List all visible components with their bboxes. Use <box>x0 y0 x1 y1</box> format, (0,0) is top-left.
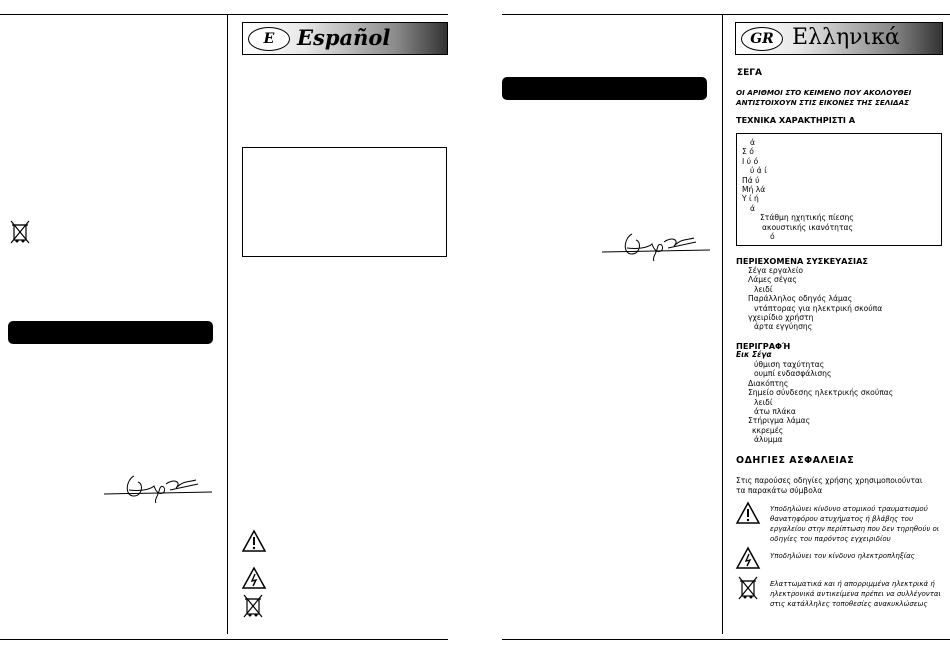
contents-item: Σέγα εργαλείο <box>748 266 804 275</box>
description-item: άτω πλάκα <box>754 406 796 416</box>
top-rule-right <box>502 14 950 15</box>
language-header-es <box>242 22 448 55</box>
contents-heading: ΠΕΡΙΕΧΟΜΕΝΑ ΣΥΣΚΕΥΑΣΙΑΣ <box>736 256 869 266</box>
warning-text: Υποδηλώνει κίνδυνο ατομικού τραυματισμού <box>770 505 928 513</box>
language-badge: GR <box>741 27 783 51</box>
language-title: Español <box>297 25 391 50</box>
signature <box>104 470 214 504</box>
weee-text: ηλεκτρονικά αντικείμενα πρέπει να συλλέγονται <box>770 590 941 598</box>
spec-row: ακουστικής ικανότητας <box>762 222 853 232</box>
safety-heading: ΟΔΗΓΙΕΣ ΑΣΦΑΛΕΙΑΣ <box>736 455 855 466</box>
description-subheading: Εικ Σέγα <box>736 350 772 359</box>
spec-row: ό <box>770 231 775 241</box>
spec-row: Υ ί ή <box>742 194 759 204</box>
section-bar <box>8 321 213 344</box>
specs-heading: ΤΕΧΝΙΚΑ ΧΑΡΑΚΤΗΡΙΣΤΙ Α <box>736 115 856 125</box>
figure-note: ΟΙ ΑΡΙΘΜΟΙ ΣΤΟ ΚΕΙΜΕΝΟ ΠΟΥ ΑΚΟΛΟΥΘΕΙ <box>736 88 912 97</box>
column-divider-left-page <box>227 14 228 634</box>
warning-text: εργαλείου στην περίπτωση που δεν τηρηθούν οι <box>770 525 940 533</box>
spec-row: Σ ό <box>742 147 754 157</box>
electric-shock-icon <box>736 547 760 569</box>
specs-table <box>736 133 942 246</box>
spec-row: Μή λά <box>742 184 766 194</box>
spec-row: ύ ά ί <box>750 166 767 176</box>
weee-bin-icon <box>10 220 30 244</box>
weee-bin-icon <box>738 576 758 600</box>
description-item: Στήριγμα λάμας <box>748 416 811 426</box>
language-title: Ελληνικά <box>792 25 900 50</box>
safety-intro: Στις παρούσες οδηγίες χρήσης χρησιμοποιούνται <box>736 476 923 485</box>
specs-box-es <box>242 147 447 257</box>
weee-text: στις κατάλληλες τοποθεσίες ανακυκλώσεως <box>770 600 928 608</box>
spec-row: Στάθμη ηχητικής πίεσης <box>760 213 854 223</box>
contents-item: λειδί <box>754 284 773 294</box>
bottom-rule-right <box>502 639 950 640</box>
spec-row: ά <box>750 203 756 213</box>
description-item: άλυμμα <box>754 435 783 445</box>
bottom-rule-left <box>0 639 448 640</box>
warning-text: οδηγίες του παρόντος εγχειριδίου <box>770 535 891 543</box>
description-item: Διακόπτης <box>748 378 789 388</box>
contents-item: άρτα εγγύησης <box>754 322 813 332</box>
contents-item: γχειρίδιο χρήστη <box>748 312 814 322</box>
description-item: κκρεμές <box>752 425 784 435</box>
language-badge: E <box>248 27 290 51</box>
warning-text: θανατηφόρου ατυχήματος ή βλάβης του <box>770 515 914 523</box>
language-header-gr <box>735 22 943 55</box>
product-title: ΣΕΓΑ <box>737 68 762 78</box>
contents-item: Παράλληλος οδηγός λάμας <box>748 294 853 304</box>
contents-item: ντάπτορας για ηλεκτρική σκούπα <box>754 303 883 313</box>
description-item: ύθμιση ταχύτητας <box>754 360 825 369</box>
warning-icon <box>736 502 760 524</box>
spec-row: ά <box>750 138 756 147</box>
spec-row: Πά ύ <box>742 175 760 185</box>
warning-icon <box>242 530 266 552</box>
weee-text: Ελαττωματικά και ή απορριμμένα ηλεκτρικά ή <box>770 580 935 588</box>
description-item: ουμπί ενδασφάλισης <box>754 369 832 379</box>
figure-note: ΑΝΤΙΣΤΟΙΧΟΥΝ ΣΤΙΣ ΕΙΚΟΝΕΣ ΤΗΣ ΣΕΛΙΔΑΣ <box>736 98 910 107</box>
top-rule-left <box>0 14 448 15</box>
description-item: Σημείο σύνδεσης ηλεκτρικής σκούπας <box>748 388 894 398</box>
weee-bin-icon <box>243 594 263 618</box>
section-bar <box>502 77 707 100</box>
electric-text: Υποδηλώνει τον κίνδυνο ηλεκτροπληξίας <box>770 552 915 560</box>
contents-item: Λάμες σέγας <box>748 275 797 285</box>
electric-shock-icon <box>242 567 266 589</box>
signature <box>602 228 712 262</box>
description-heading: ΠΕΡΙΓΡΑΦΉ <box>736 341 791 351</box>
spec-row: Ι ύ ό <box>742 156 759 166</box>
column-divider-right-page <box>722 14 723 634</box>
description-item: λειδί <box>754 397 773 407</box>
safety-intro: τα παρακάτω σύμβολα <box>736 486 823 495</box>
